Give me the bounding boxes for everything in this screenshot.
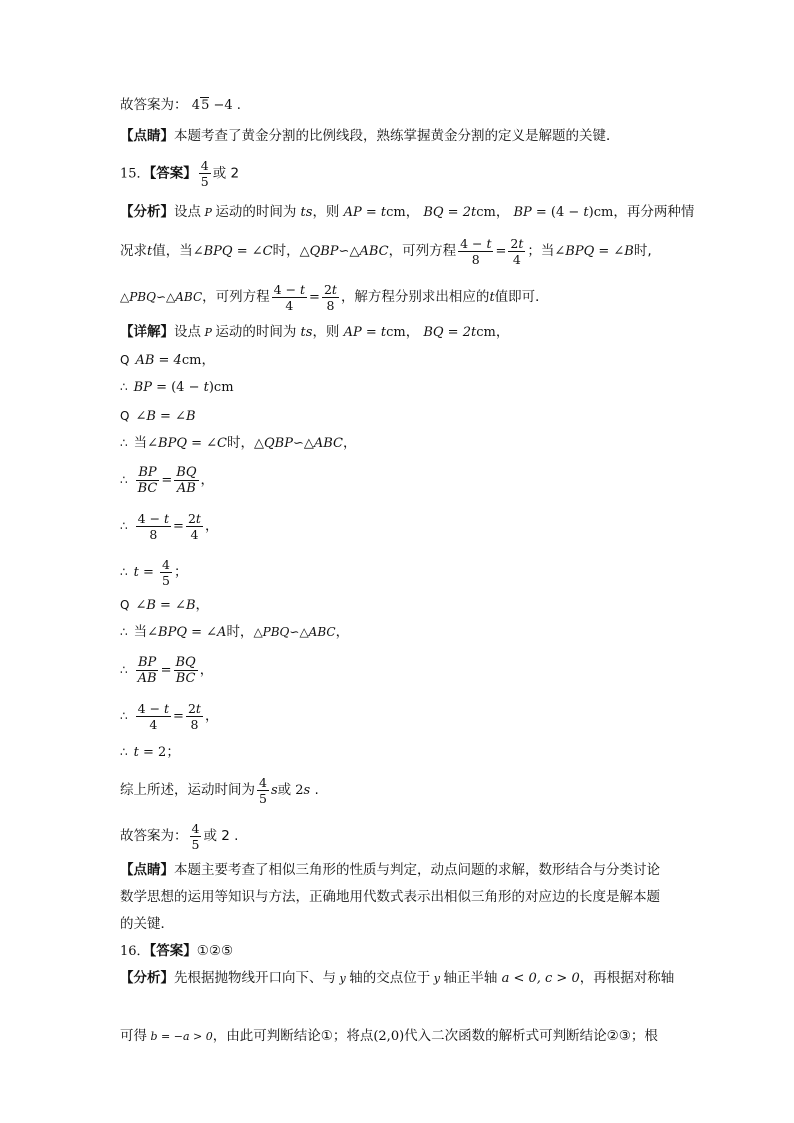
therefore-icon: ∴ — [120, 663, 128, 677]
fraction-den: 8 — [471, 251, 480, 267]
math: t = — [133, 745, 159, 760]
math: AB = 4 — [135, 353, 182, 368]
fraction-num: 2t — [510, 235, 524, 251]
therefore-icon: ∴ — [120, 436, 128, 450]
detail-line: 【详解】设点 P 运动的时间为 ts，则 AP = tcm， BQ = 2tcm， — [120, 324, 510, 340]
math-AP: AP = t — [339, 325, 387, 340]
text: ，再根据对称轴 — [579, 970, 675, 986]
fraction — [186, 701, 203, 732]
question-number: 15． — [120, 166, 150, 182]
fraction-num: BP — [138, 464, 157, 480]
comment-text: 本题考查了黄金分割的比例线段，熟练掌握黄金分割的定义是解题的关键． — [174, 128, 620, 144]
step-sol-2: ∴ t = 2； — [120, 744, 180, 760]
therefore-icon: ∴ — [120, 380, 128, 394]
text: 代入二次函数的解析式可判断结论②③；根 — [404, 1028, 658, 1044]
therefore-icon: ∴ — [120, 519, 128, 533]
therefore-icon: ∴ — [120, 625, 128, 639]
answer-math: 45 −4 . — [191, 98, 241, 113]
var-t: t — [147, 244, 153, 259]
fraction-num: BQ — [176, 464, 197, 480]
therefore-icon: ∴ — [120, 745, 128, 759]
fraction-den: 5 — [200, 174, 209, 189]
text: ，再分两种情 — [613, 204, 695, 220]
fraction — [174, 655, 198, 686]
comment-line-15c — [120, 914, 174, 934]
fraction-den: AB — [176, 480, 196, 496]
fraction-num: 4 — [259, 774, 267, 790]
step-ratio-1: ∴ $\frac{BP}{BC}$ = $\frac{BQ}{AB}$ ， — [120, 464, 215, 496]
comment-line-15b — [120, 887, 660, 907]
fraction-den: 5 — [191, 836, 200, 852]
math: s — [270, 783, 278, 798]
math: △QBP∽△ABC — [254, 436, 343, 451]
detail-tag: 【详解】 — [120, 324, 174, 340]
text: 轴的交点位于 — [349, 970, 431, 986]
fraction-den: 4 — [190, 526, 199, 542]
summary-line: 综上所述，运动时间为 $\frac{4}{5}$ s或 2s . — [120, 774, 319, 806]
fraction — [257, 775, 269, 806]
text: 或 2 . — [203, 828, 239, 844]
text: ，解方程分别求出相应的 — [340, 289, 490, 305]
answer-tag: 【答案】 — [149, 165, 197, 182]
text: ，可列方程 — [202, 289, 270, 305]
fraction — [136, 701, 171, 732]
fraction-num: 4 − t — [137, 510, 170, 526]
fraction-num: 2t — [187, 700, 201, 716]
math-AP: AP = t — [339, 205, 387, 220]
answer-value: ①②⑤ — [196, 943, 234, 959]
step-eq-1: ∴ $\frac{4 - t}{8}$ = $\frac{2t}{4}$ ， — [120, 510, 219, 542]
step-eq-2: ∴ $\frac{4 - t}{4}$ = $\frac{2t}{8}$ ， — [120, 700, 219, 732]
fraction-num: 4 − t — [137, 700, 170, 716]
fraction-den: 8 — [326, 297, 335, 313]
text: 可得 — [120, 1028, 147, 1044]
math: BP = — [133, 380, 172, 395]
fraction — [136, 511, 171, 542]
text: 或 — [277, 782, 292, 798]
text: 时， — [272, 243, 300, 259]
fraction-den: BC — [175, 670, 196, 686]
because-icon: Q — [120, 598, 130, 612]
because-icon: Q — [120, 409, 130, 423]
analysis-tag: 【分析】 — [120, 204, 174, 220]
step-ratio-2: ∴ $\frac{BP}{AB}$ = $\frac{BQ}{BC}$ ， — [120, 654, 214, 686]
fraction-den: 5 — [259, 790, 267, 806]
math: y — [336, 972, 350, 985]
fraction-den: AB — [137, 670, 157, 686]
var-P: P — [201, 206, 216, 219]
fraction-den: 4 — [149, 716, 158, 732]
therefore-icon: ∴ — [120, 709, 128, 723]
math-BP: BP = — [509, 205, 551, 220]
text: ，则 — [312, 324, 340, 340]
math: t = — [133, 565, 159, 580]
comment-line-15a — [120, 860, 660, 880]
fraction — [508, 236, 525, 267]
step-angle-b — [120, 406, 196, 427]
step-ab: Q AB = 4cm， — [120, 352, 215, 368]
answer-tail: 或 2 — [212, 165, 240, 182]
math-BQ: BQ = 2t — [419, 205, 477, 220]
math: ∠B = ∠B — [135, 598, 196, 613]
fraction — [174, 465, 198, 496]
fraction-num: 2t — [187, 510, 201, 526]
comment-line-14 — [120, 126, 620, 146]
therefore-icon: ∴ — [120, 473, 128, 487]
text: ，则 — [312, 204, 340, 220]
math: ∠BPQ = ∠A — [147, 625, 227, 640]
math: a < 0, c > 0 — [497, 971, 580, 986]
text: 况求 — [120, 243, 147, 259]
math: (2,0) — [373, 1029, 405, 1044]
text: 故答案为： — [120, 828, 188, 844]
q16-analysis-line-1 — [120, 968, 674, 989]
therefore-icon: ∴ — [120, 565, 128, 579]
fraction — [458, 236, 493, 267]
math: ∠B = ∠B — [135, 409, 196, 424]
var-ts: ts — [296, 205, 313, 220]
fraction-num: 4 — [200, 158, 209, 173]
text: 运动的时间为 — [215, 324, 297, 340]
fraction — [190, 821, 202, 852]
text: 值即可． — [494, 289, 549, 305]
fraction-den: 4 — [285, 297, 294, 313]
text: ；当 — [527, 243, 555, 259]
q16-answer-line — [120, 941, 233, 962]
fraction-den: 4 — [512, 251, 521, 267]
text: 值，当 — [152, 243, 193, 259]
analysis-line-1: 【分析】设点 P 运动的时间为 ts，则 AP = tcm， BQ = 2tcm， BP = (4 − t)cm，再分两种情 — [120, 204, 695, 220]
text: 轴正半轴 — [443, 970, 498, 986]
because-icon: Q — [120, 353, 130, 367]
step-bp: ∴ BP = (4 − t)cm — [120, 380, 234, 395]
var-t: t — [489, 290, 495, 305]
var-ts: ts — [296, 325, 313, 340]
step-sol-1: ∴ t = $\frac{4}{5}$ ； — [120, 556, 188, 588]
step-case-2: ∴ 当∠BPQ = ∠A时，△PBQ∽△ABC， — [120, 624, 350, 640]
text: 综上所述，运动时间为 — [120, 782, 255, 798]
math-angle-2: ∠BPQ = ∠B — [554, 244, 634, 259]
fraction-num: 4 — [191, 820, 200, 836]
text: ，由此可判断结论①；将点 — [212, 1028, 374, 1044]
text: 设点 — [174, 204, 201, 220]
q15-answer-line — [120, 158, 239, 190]
text: ，可列方程 — [388, 243, 457, 259]
fraction — [136, 655, 159, 686]
math: b = −a > 0 — [147, 1030, 213, 1043]
answer-label: 故答案为： — [120, 97, 188, 113]
fraction-den: 8 — [149, 526, 158, 542]
comment-tag: 【点睛】 — [120, 862, 174, 878]
math-sim-2: △PBQ∽△ABC — [120, 290, 203, 304]
fraction-num: 4 — [162, 556, 170, 572]
step-angle-b-2: Q ∠B = ∠B， — [120, 597, 210, 613]
fraction — [322, 282, 339, 313]
fraction-num: 4 − t — [273, 281, 306, 297]
text: 设点 — [174, 324, 201, 340]
analysis-line-2: 况求t值，当∠BPQ = ∠C时，△QBP∽△ABC，可列方程 $\frac{4 - t}{8}$ = $\frac{2t}{4}$ ；当∠BPQ = ∠B时, — [120, 235, 652, 267]
answer-tag: 【答案】 — [149, 943, 197, 959]
var-P: P — [201, 326, 216, 339]
question-number: 16． — [120, 944, 150, 959]
q16-analysis-line-2 — [120, 1026, 658, 1047]
fraction-den: 5 — [162, 572, 170, 588]
fraction — [186, 511, 203, 542]
fraction-den: 8 — [190, 716, 199, 732]
fraction — [272, 282, 307, 313]
math-angle-1: ∠BPQ = ∠C — [192, 244, 273, 259]
text: 的关键． — [120, 916, 174, 932]
analysis-line-3: △PBQ∽△ABC，可列方程 $\frac{4 - t}{4}$ = $\frac{2t}{8}$ ，解方程分别求出相应的t值即可． — [120, 281, 549, 313]
fraction — [160, 557, 172, 588]
text: 运动的时间为 — [215, 204, 297, 220]
text: 数学思想的运用等知识与方法，正确地用代数式表示出相似三角形的对应边的长度是解本题 — [120, 889, 660, 905]
comment-tag: 【点睛】 — [120, 128, 174, 144]
fraction — [136, 465, 160, 496]
fraction-num: 4 − t — [460, 235, 492, 251]
fraction-den: BC — [137, 480, 158, 496]
fraction-num: 2t — [323, 281, 337, 297]
math: △PBQ∽△ABC — [253, 625, 336, 639]
math-BQ: BQ = 2t — [419, 325, 477, 340]
fraction-num: BQ — [175, 654, 196, 670]
step-case-1: ∴ 当∠BPQ = ∠C时，△QBP∽△ABC， — [120, 435, 357, 451]
math: y — [430, 972, 444, 985]
text: 先根据抛物线开口向下、与 — [174, 970, 336, 986]
math: ∠BPQ = ∠C — [147, 436, 227, 451]
fraction — [199, 158, 211, 189]
math-sim-1: △QBP∽△ABC — [299, 244, 389, 259]
analysis-tag: 【分析】 — [120, 970, 174, 986]
answer-line-14 — [120, 95, 241, 116]
final-answer-line — [120, 818, 238, 854]
fraction-num: BP — [137, 654, 157, 670]
text: 本题主要考查了相似三角形的性质与判定，动点问题的求解，数形结合与分类讨论 — [174, 862, 660, 878]
text: 时, — [633, 243, 652, 259]
